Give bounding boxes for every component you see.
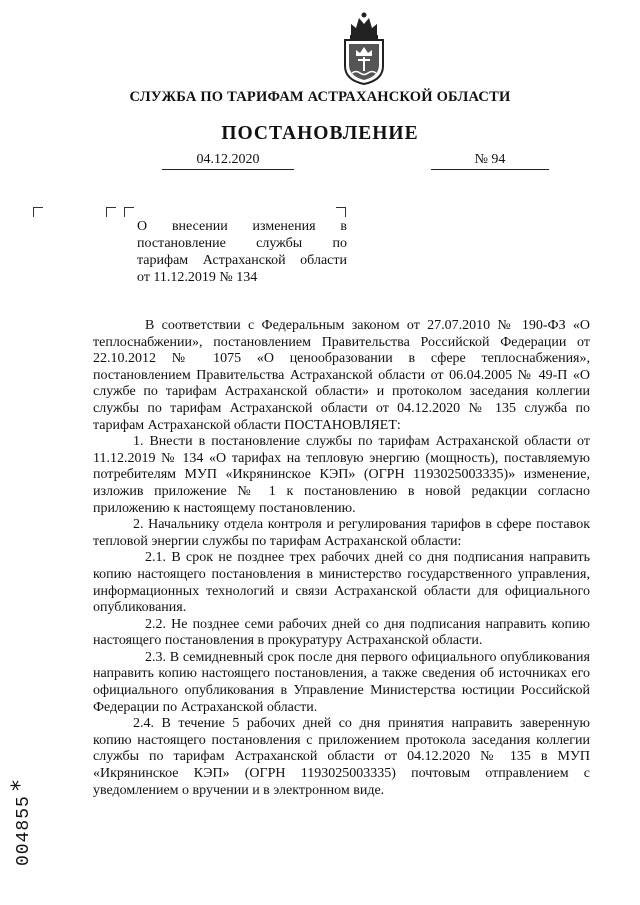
corner-mark [106, 207, 116, 217]
subject-line: тарифам Астраханской области [137, 253, 347, 268]
agency-name: СЛУЖБА ПО ТАРИФАМ АСТРАХАНСКОЙ ОБЛАСТИ [129, 89, 511, 105]
subject-line: от 11.12.2019 № 134 [137, 270, 258, 285]
clause-2-1: 2.1. В срок не позднее трех рабочих дней со дня подписания направить копию настоящего постановления в министерство государственного управления, информационных технологий и связи Астраханской области для официального опубликования. [93, 550, 590, 616]
subject-line: постановление службы по [137, 236, 347, 251]
margin-serial-number: 004855 [14, 795, 34, 866]
clause-2-4: 2.4. В течение 5 рабочих дней со дня принятия направить заверенную копию настоящего постановления с приложением протокола заседания коллегии службы по тарифам Астраханской области от 04.12.2020 № 135 в МУП «Икрянинское КЭП» (ОГРН 1193025003335) почтовым отправлением с уведомлением о вручении и в электронном виде. [93, 716, 590, 798]
coat-of-arms-icon [337, 10, 391, 86]
clause-2: 2. Начальнику отдела контроля и регулирования тарифов в сфере поставок тепловой энергии службы по тарифам Астраханской области: [93, 517, 590, 549]
clause-2-3: 2.3. В семидневный срок после дня первого официального опубликования направить копию настоящего постановления, а также сведения об источниках его официального опубликования в Управление Министерства юстиции Российской Федерации по Астраханской области. [93, 649, 590, 715]
corner-mark [124, 207, 134, 217]
corner-mark [336, 207, 346, 217]
document-type: ПОСТАНОВЛЕНИЕ [221, 123, 419, 144]
margin-mark: * [8, 780, 33, 791]
document-number: № 94 [431, 151, 549, 170]
corner-mark [33, 207, 43, 217]
document-subject [137, 218, 347, 286]
subject-line: О внесении изменения в [137, 219, 347, 234]
clause-2-2: 2.2. Не позднее семи рабочих дней со дня подписания направить копию настоящего постановления в прокуратуру Астраханской области. [93, 616, 590, 649]
clause-1: 1. Внести в постановление службы по тарифам Астраханской области от 11.12.2019 № 134 «О тарифах на тепловую энергию (мощность), поставляемую потребителям МУП «Икрянинское КЭП» (ОГРН 1193025003335)» изменение, изложив приложение № 1 к постановлению в новой редакции согласно приложению к настоящему постановлению. [93, 434, 590, 516]
document-date: 04.12.2020 [162, 151, 294, 170]
preamble-paragraph: В соответствии с Федеральным законом от 27.07.2010 № 190-ФЗ «О теплоснабжении», постановлением Правительства Российской Федерации от 22.10.2012 № 1075 «О ценообразовании в сфере теплоснабжения», постановлением Правительства Астраханской области от 06.04.2005 № 49-П «О службе по тарифам Астраханской области» и протоколом заседания коллегии службы по тарифам Астраханской области от 04.12.2020 № 135 служба по тарифам Астраханской области ПОСТАНОВЛЯЕТ: [93, 318, 590, 433]
document-body [93, 318, 590, 799]
